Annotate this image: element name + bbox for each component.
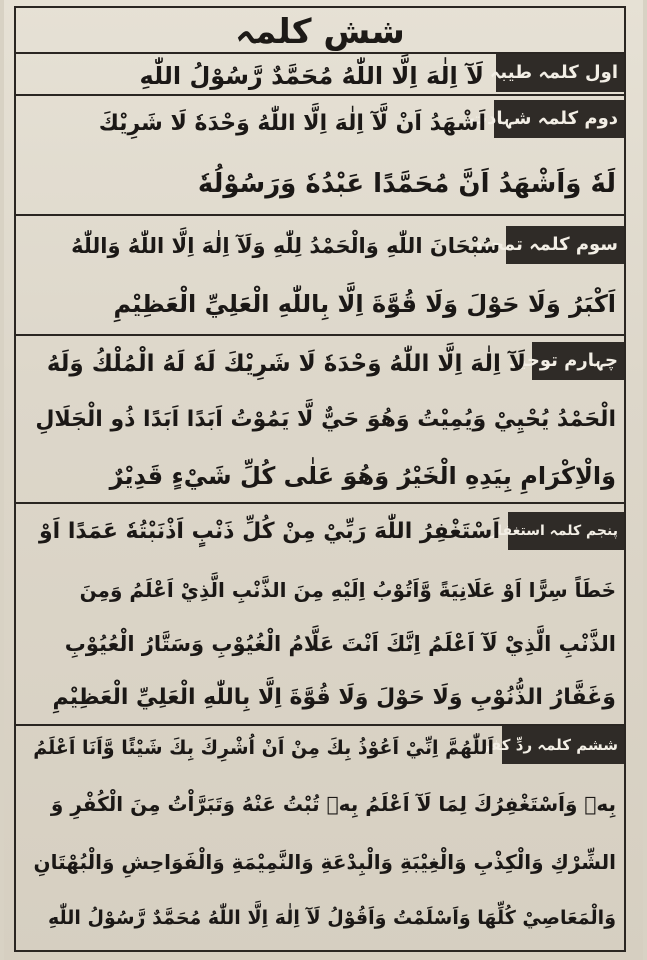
section-2-line-1: اَشْهَدُ اَنْ لَّآ اِلٰهَ اِلَّا اللّٰهُ وَحْدَهٗ لَا شَرِيْكَ	[98, 111, 486, 136]
section-label-3: سوم کلمہ تمجید	[506, 226, 624, 264]
section-6-line-4: وَالْمَعَاصِيْ كُلِّهَا وَاَسْلَمْتُ وَاَقُوْلُ لَآ اِلٰهَ اِلَّا اللّٰهُ مُحَمَّدٌ رَّسُوْلُ اللّٰهِ	[47, 907, 616, 929]
section-4-line-3: وَالْاِكْرَامِ بِيَدِهِ الْخَيْرُ وَهُوَ عَلٰى كُلِّ شَيْءٍ قَدِيْرٌ	[109, 462, 616, 490]
section-3-line-1: سُبْحَانَ اللّٰهِ وَالْحَمْدُ لِلّٰهِ وَلَآ اِلٰهَ اِلَّا اللّٰهُ وَاللّٰهُ	[71, 234, 500, 258]
section-divider-4	[16, 502, 624, 504]
section-divider-3	[16, 334, 624, 336]
section-label-4: چہارم توحید	[532, 342, 624, 380]
section-4-line-2: الْحَمْدُ يُحْيِيْ وَيُمِيْتُ وَهُوَ حَيٌّ لَّا يَمُوْتُ اَبَدًا اَبَدًا ذُو الْجَلَالِ	[35, 407, 616, 432]
section-6-line-3: الشِّرْكِ وَالْكِذْبِ وَالْغِيْبَةِ وَالْبِدْعَةِ وَالنَّمِيْمَةِ وَالْفَوَاحِشِ وَالْبُهْتَانِ	[33, 850, 616, 874]
section-label-5: پنجم کلمہ استغفار	[508, 512, 624, 550]
section-1-line-1: لَآ اِلٰهَ اِلَّا اللّٰهُ مُحَمَّدٌ رَّسُوْلُ اللّٰهِ	[139, 62, 484, 90]
section-label-2: دوم کلمہ شہادت	[494, 100, 624, 138]
section-6-line-1: اَللّٰهُمَّ اِنِّيْ اَعُوْذُ بِكَ مِنْ اَنْ اُشْرِكَ بِكَ شَيْئًا وَّاَنَا اَعْلَمُ	[33, 737, 494, 759]
section-2-line-2: لَهٗ وَاَشْهَدُ اَنَّ مُحَمَّدًا عَبْدُهٗ وَرَسُوْلُهٗ	[197, 169, 616, 199]
kalma-frame	[14, 6, 626, 952]
section-divider-1	[16, 94, 624, 96]
section-6-line-2: بِهٖ وَاَسْتَغْفِرُكَ لِمَا لَآ اَعْلَمُ بِهٖ تُبْتُ عَنْهُ وَتَبَرَّاْتُ مِنَ الْكُفْرِ وَ	[50, 792, 616, 816]
section-label-1: اول کلمہ طیبہ	[496, 54, 624, 92]
section-5-line-4: وَغَفَّارُ الذُّنُوْبِ وَلَا حَوْلَ وَلَا قُوَّةَ اِلَّا بِاللّٰهِ الْعَلِيِّ الْعَظِيْمِ	[52, 685, 616, 710]
page-scan	[4, 0, 643, 960]
section-5-line-3: الذَّنْبِ الَّذِيْ لَآ اَعْلَمُ اِنَّكَ اَنْتَ عَلَّامُ الْغُيُوْبِ وَسَتَّارُ الْعُيُوْبِ	[64, 632, 616, 656]
section-label-6: ششم کلمہ ردِّ کفر	[502, 726, 624, 764]
section-5-line-1: اَسْتَغْفِرُ اللّٰهَ رَبِّيْ مِنْ كُلِّ ذَنْبٍ اَذْنَبْتُهٗ عَمَدًا اَوْ	[38, 519, 500, 544]
section-4-line-1: لَآ اِلٰهَ اِلَّا اللّٰهُ وَحْدَهٗ لَا شَرِيْكَ لَهٗ لَهُ الْمُلْكُ وَلَهُ	[46, 351, 526, 377]
section-3-line-2: اَكْبَرُ وَلَا حَوْلَ وَلَا قُوَّةَ اِلَّا بِاللّٰهِ الْعَلِيِّ الْعَظِيْمِ	[113, 290, 616, 318]
section-divider-2	[16, 214, 624, 216]
section-5-line-2: خَطَاً سِرًّا اَوْ عَلَانِيَةً وَّاَتُوْبُ اِلَيْهِ مِنَ الذَّنْبِ الَّذِيْ اَعْلَمُ وَمِنَ	[79, 578, 616, 602]
page-title: شش کلمہ	[235, 12, 405, 52]
